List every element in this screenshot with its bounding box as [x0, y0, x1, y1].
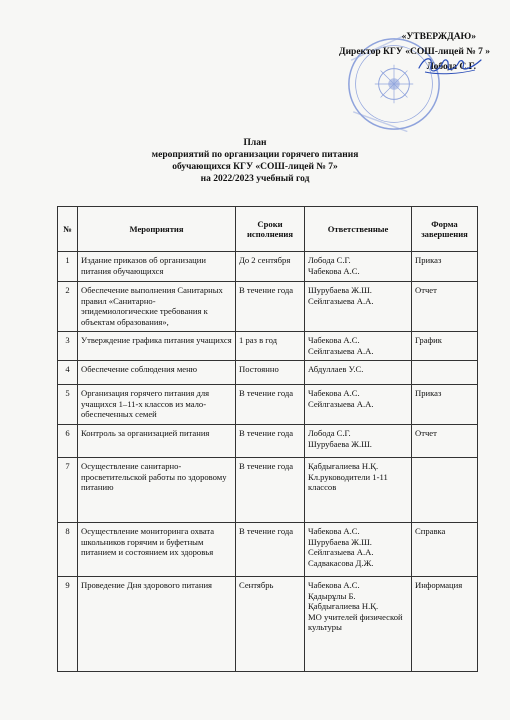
responsible-person: Шурубаева Ж.Ш. — [308, 438, 372, 449]
cell-responsible — [305, 577, 412, 672]
responsible-person: Чабекова А.С. — [308, 265, 360, 276]
responsible-person: Чабекова А.С. — [308, 388, 360, 398]
responsible-person: Чабекова А.С. — [308, 526, 360, 536]
cell-responsible — [305, 252, 412, 282]
cell-event: Проведение Дня здорового питания — [78, 577, 236, 672]
responsible-person: Қабдығалиева Н.Қ. — [308, 601, 379, 611]
cell-form: Справка — [412, 523, 478, 577]
responsible-person: Чабекова А.С. — [308, 335, 360, 345]
header-event: Мероприятия — [78, 207, 236, 252]
table-row — [58, 252, 478, 282]
cell-responsible — [305, 332, 412, 361]
responsible-person: Сейлгазыева А.А. — [308, 398, 374, 409]
cell-term: До 2 сентября — [236, 252, 305, 282]
cell-event: Утверждение графика питания учащихся — [78, 332, 236, 361]
responsible-person: Лобода С.Г. — [308, 428, 351, 438]
table-row — [58, 361, 478, 385]
cell-responsible — [305, 458, 412, 523]
cell-number: 7 — [58, 458, 78, 523]
header-form: Форма завершения — [412, 207, 478, 252]
cell-event: Контроль за организацией питания — [78, 425, 236, 458]
cell-responsible — [305, 361, 412, 385]
responsible-person: Сейлгазыева А.А. — [308, 547, 374, 557]
document-title — [80, 137, 430, 185]
title-year: на 2022/2023 учебный год — [200, 174, 310, 184]
cell-form: Информация — [412, 577, 478, 672]
handwritten-signature — [415, 50, 485, 80]
table-body — [58, 252, 478, 672]
table-row — [58, 425, 478, 458]
responsible-person: Садвакасова Д.Ж. — [308, 557, 374, 568]
cell-number: 4 — [58, 361, 78, 385]
cell-event: Осуществление мониторинга охвата школьников горячим и буфетным питанием и состоянием их здоровья — [78, 523, 236, 577]
responsible-person: Сейлгазыева А.А. — [308, 345, 374, 356]
header-number: № — [58, 207, 78, 252]
table-row — [58, 523, 478, 577]
responsible-person: Қабдығалиева Н.Қ. — [308, 461, 379, 471]
cell-number: 5 — [58, 385, 78, 425]
cell-form — [412, 361, 478, 385]
responsible-person: Кл.руководители 1-11 классов — [308, 471, 388, 492]
cell-term: В течение года — [236, 458, 305, 523]
responsible-person: Шурубаева Ж.Ш. — [308, 536, 372, 547]
cell-event: Осуществление санитарно-просветительской работы по здоровому питанию — [78, 458, 236, 523]
responsible-person: Шурубаева Ж.Ш. — [308, 285, 372, 295]
title-school: обучающихся КГУ «СОШ-лицей № 7» — [172, 162, 338, 172]
title-subject: мероприятий по организации горячего питания — [151, 150, 359, 160]
responsible-person: Лобода С.Г. — [308, 255, 351, 265]
responsible-person: Қадырұлы Б. — [308, 590, 356, 601]
approval-heading: «УТВЕРЖДАЮ» — [401, 32, 476, 42]
cell-term: Постоянно — [236, 361, 305, 385]
approval-signatory: Лобода С.Г. — [426, 62, 476, 72]
header-term: Сроки исполнения — [236, 207, 305, 252]
responsible-person: Чабекова А.С. — [308, 580, 360, 590]
cell-responsible — [305, 425, 412, 458]
cell-term: В течение года — [236, 425, 305, 458]
cell-number: 8 — [58, 523, 78, 577]
title-plan: План — [243, 138, 267, 148]
responsible-person: МО учителей физической культуры — [308, 611, 403, 632]
approval-position: Директор КГУ «СОШ-лицей № 7 » — [339, 47, 490, 57]
cell-number: 3 — [58, 332, 78, 361]
responsible-person: Сейлгазыева А.А. — [308, 295, 374, 306]
cell-number: 6 — [58, 425, 78, 458]
cell-form: Приказ — [412, 252, 478, 282]
cell-event: Издание приказов об организации питания обучающихся — [78, 252, 236, 282]
table-row — [58, 332, 478, 361]
header-responsible: Ответственные — [305, 207, 412, 252]
cell-term: В течение года — [236, 523, 305, 577]
cell-form: Отчет — [412, 425, 478, 458]
table-header-row — [58, 207, 478, 252]
cell-number: 2 — [58, 282, 78, 332]
cell-responsible — [305, 523, 412, 577]
cell-number: 1 — [58, 252, 78, 282]
cell-event: Организация горячего питания для учащихся 1–11-х классов из мало-обеспеченных семей — [78, 385, 236, 425]
cell-term: В течение года — [236, 282, 305, 332]
table-row — [58, 458, 478, 523]
table-row — [58, 385, 478, 425]
cell-form: Приказ — [412, 385, 478, 425]
cell-number: 9 — [58, 577, 78, 672]
responsible-person: Абдуллаев У.С. — [308, 364, 364, 374]
cell-responsible — [305, 282, 412, 332]
cell-form: Отчет — [412, 282, 478, 332]
cell-event: Обеспечение соблюдения меню — [78, 361, 236, 385]
cell-responsible — [305, 385, 412, 425]
cell-term: 1 раз в год — [236, 332, 305, 361]
cell-term: Сентябрь — [236, 577, 305, 672]
table-row — [58, 282, 478, 332]
cell-form: График — [412, 332, 478, 361]
table-row — [58, 577, 478, 672]
plan-table — [57, 206, 478, 672]
cell-form — [412, 458, 478, 523]
cell-term: В течение года — [236, 385, 305, 425]
cell-event: Обеспечение выполнения Санитарных правил «Санитарно-эпидемиологические требования к объектам образования», — [78, 282, 236, 332]
